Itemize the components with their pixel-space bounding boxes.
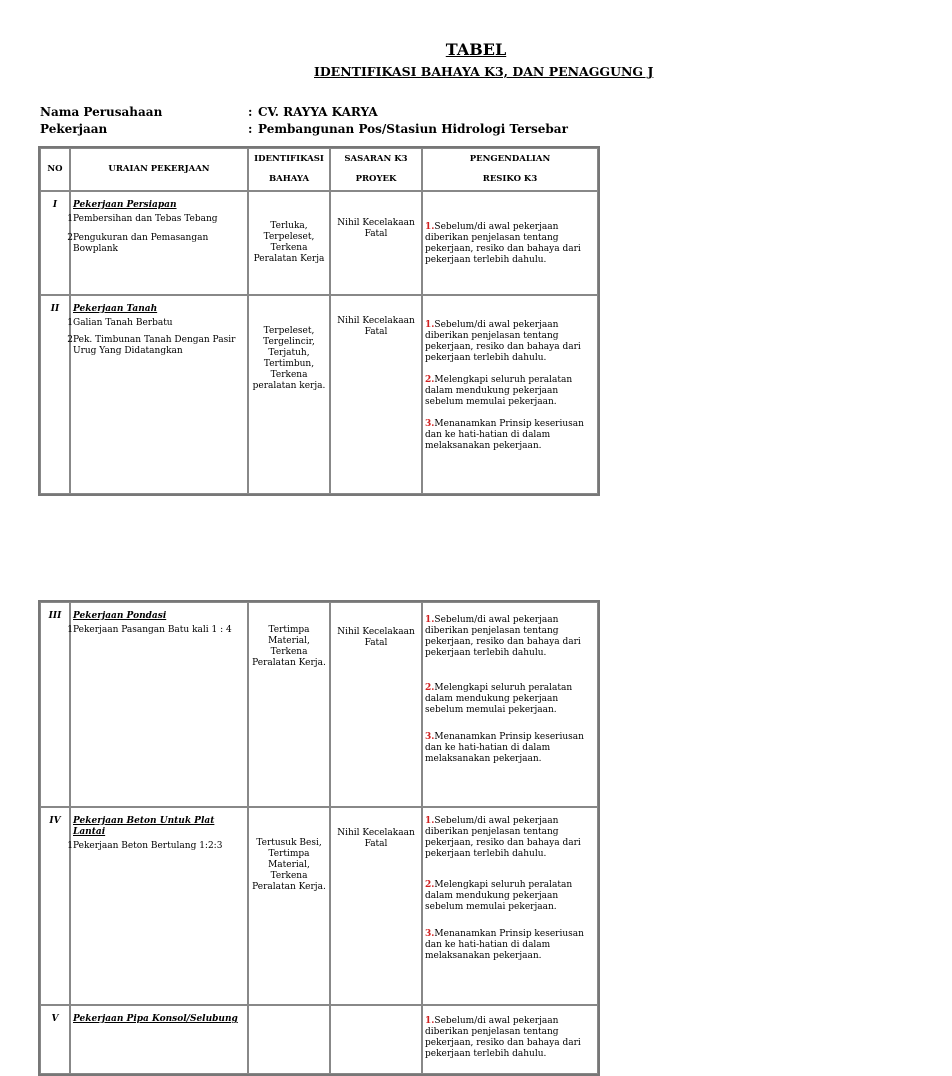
section-title: Pekerjaan Pipa Konsol/Selubung (73, 1014, 238, 1024)
control-number: 1. (425, 816, 435, 826)
item-text: Pembersihan dan Tebas Tebang (73, 214, 218, 224)
control-text: Melengkapi seluruh peralatan dalam mendukung pekerjaan sebelum memulai pekerjaan. (425, 683, 573, 715)
list-item (67, 214, 245, 225)
work-cell (67, 191, 248, 295)
control-text: Sebelum/di awal pekerjaan diberikan penjelasan tentang pekerjaan, resiko dan bahaya dari pekerjaan terlebih dahulu. (425, 816, 581, 859)
section-number: III (40, 602, 70, 807)
target-cell (330, 1005, 422, 1074)
item-number: 2 (67, 233, 73, 243)
work-value: Pembangunan Pos/Stasiun Hidrologi Tersebar (258, 122, 568, 136)
list-item (67, 625, 245, 636)
section-title: Pekerjaan Tanah (73, 304, 158, 314)
control-number: 3. (425, 929, 435, 939)
header-pengendalian-line1: PENGENDALIAN (469, 154, 551, 164)
company-colon: : (248, 105, 253, 119)
table-row (40, 295, 598, 494)
control-number: 2. (425, 375, 435, 385)
control-text: Sebelum/di awal pekerjaan diberikan penjelasan tentang pekerjaan, resiko dan bahaya dari pekerjaan terlebih dahulu. (425, 222, 581, 265)
control-cell (422, 191, 598, 295)
control-item-1 (425, 222, 595, 266)
work-cell (67, 295, 248, 494)
control-item-1 (425, 816, 595, 860)
section-number: V (40, 1005, 70, 1074)
section-title: Pekerjaan Beton Untuk Plat Lantai (73, 816, 215, 837)
list-item (67, 335, 245, 357)
control-cell (422, 807, 598, 1005)
control-item-2 (425, 683, 595, 716)
hazard-table-2 (38, 600, 600, 1076)
control-text: Sebelum/di awal pekerjaan diberikan penjelasan tentang pekerjaan, resiko dan bahaya dari pekerjaan terlebih dahulu. (425, 320, 581, 363)
table-row (40, 807, 598, 1005)
header-sasaran-line2: PROYEK (355, 174, 397, 184)
control-number: 1. (425, 615, 435, 625)
control-text: Sebelum/di awal pekerjaan diberikan penjelasan tentang pekerjaan, resiko dan bahaya dari pekerjaan terlebih dahulu. (425, 1016, 581, 1059)
table-row (40, 1005, 598, 1074)
company-value: CV. RAYYA KARYA (258, 105, 378, 119)
control-item-1 (425, 615, 595, 659)
control-text: Sebelum/di awal pekerjaan diberikan penjelasan tentang pekerjaan, resiko dan bahaya dari pekerjaan terlebih dahulu. (425, 615, 581, 658)
hazard-cell: Tertusuk Besi, Tertimpa Material, Terkena Peralatan Kerja. (248, 807, 330, 1005)
header-sasaran-line1: SASARAN K3 (344, 154, 408, 164)
control-text: Menanamkan Prinsip keseriusan dan ke hati-hatian di dalam melaksanakan pekerjaan. (425, 929, 584, 961)
control-item-1 (425, 320, 595, 364)
header-identifikasi (248, 148, 330, 191)
hazard-cell (248, 1005, 330, 1074)
document-subtitle: IDENTIFIKASI BAHAYA K3, DAN PENAGGUNG J (314, 64, 654, 79)
company-row (40, 105, 378, 119)
control-number: 1. (425, 320, 435, 330)
control-number: 2. (425, 683, 435, 693)
hazard-table-1 (38, 146, 600, 496)
target-cell: Nihil Kecelakaan Fatal (330, 807, 422, 1005)
work-cell (67, 602, 248, 807)
control-item-2 (425, 375, 595, 408)
work-colon: : (248, 122, 253, 136)
hazard-cell: Tertimpa Material, Terkena Peralatan Kerja. (248, 602, 330, 807)
work-cell (67, 807, 248, 1005)
table-row (40, 191, 598, 295)
target-cell: Nihil Kecelakaan Fatal (330, 191, 422, 295)
list-item (67, 233, 245, 255)
control-item-3 (425, 929, 595, 962)
item-number: 2 (67, 335, 73, 345)
item-text: Pengukuran dan Pemasangan Bowplank (73, 233, 209, 254)
control-item-3 (425, 419, 595, 452)
control-text: Menanamkan Prinsip keseriusan dan ke hati-hatian di dalam melaksanakan pekerjaan. (425, 419, 584, 451)
item-text: Pekerjaan Beton Bertulang 1:2:3 (73, 841, 223, 851)
control-item-1 (425, 1016, 595, 1060)
hazard-cell: Terluka, Terpeleset, Terkena Peralatan Kerja (248, 191, 330, 295)
item-number: 1 (67, 841, 73, 851)
item-number: 1 (67, 214, 73, 224)
header-no: NO (40, 148, 70, 191)
control-cell (422, 1005, 598, 1074)
section-number: IV (40, 807, 70, 1005)
header-pengendalian (422, 148, 598, 191)
hazard-cell: Terpeleset, Tergelincir, Terjatuh, Tertimbun, Terkena peralatan kerja. (248, 295, 330, 494)
section-title: Pekerjaan Pondasi (73, 611, 167, 621)
control-text: Menanamkan Prinsip keseriusan dan ke hati-hatian di dalam melaksanakan pekerjaan. (425, 732, 584, 764)
header-uraian: URAIAN PEKERJAAN (70, 148, 248, 191)
control-number: 3. (425, 419, 435, 429)
section-title: Pekerjaan Persiapan (73, 200, 177, 210)
section-number: II (40, 295, 70, 494)
work-row (40, 122, 568, 136)
item-text: Galian Tanah Berbatu (73, 318, 173, 328)
control-item-2 (425, 880, 595, 913)
item-text: Pekerjaan Pasangan Batu kali 1 : 4 (73, 625, 232, 635)
target-cell: Nihil Kecelakaan Fatal (330, 295, 422, 494)
control-text: Melengkapi seluruh peralatan dalam mendukung pekerjaan sebelum memulai pekerjaan. (425, 375, 573, 407)
section-number: I (40, 191, 70, 295)
control-number: 1. (425, 1016, 435, 1026)
list-item (67, 318, 245, 329)
control-text: Melengkapi seluruh peralatan dalam mendukung pekerjaan sebelum memulai pekerjaan. (425, 880, 573, 912)
table-row (40, 602, 598, 807)
control-cell (422, 602, 598, 807)
header-pengendalian-line2: RESIKO K3 (482, 174, 538, 184)
table-header-row (40, 148, 598, 191)
target-cell: Nihil Kecelakaan Fatal (330, 602, 422, 807)
item-number: 1 (67, 318, 73, 328)
header-identifikasi-line1: IDENTIFIKASI (254, 154, 324, 164)
item-text: Pek. Timbunan Tanah Dengan Pasir Urug Yang Didatangkan (73, 335, 236, 356)
list-item (67, 841, 245, 852)
work-label: Pekerjaan (40, 122, 108, 136)
item-number: 1 (67, 625, 73, 635)
control-number: 3. (425, 732, 435, 742)
document-title: TABEL (445, 40, 507, 59)
control-item-3 (425, 732, 595, 765)
work-cell (70, 1005, 248, 1074)
company-label: Nama Perusahaan (40, 105, 163, 119)
header-sasaran (330, 148, 422, 191)
control-number: 2. (425, 880, 435, 890)
header-identifikasi-line2: BAHAYA (268, 174, 310, 184)
control-number: 1. (425, 222, 435, 232)
control-cell (422, 295, 598, 494)
